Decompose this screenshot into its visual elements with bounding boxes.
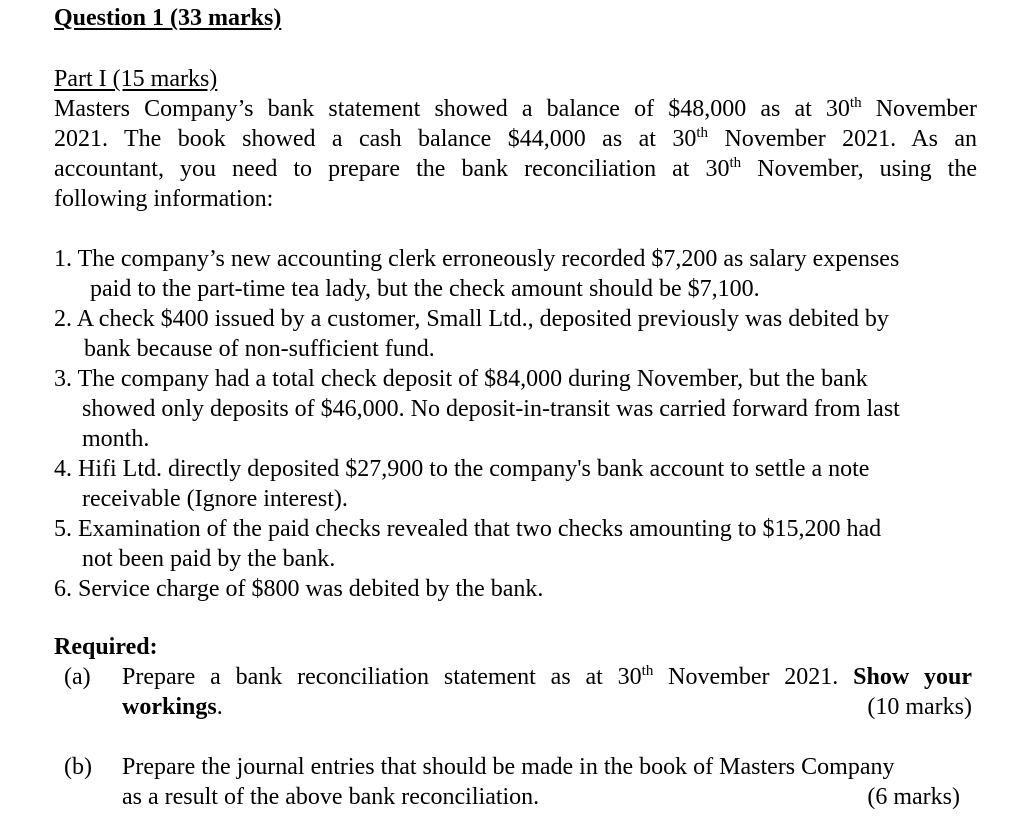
item-text: Prepare the journal entries that should be made in the book of Masters Company as a result of the above bank reconciliation. (122, 754, 895, 810)
intro-line: following information: (54, 186, 274, 212)
marks-label: (6 marks) (867, 784, 960, 810)
item-letter: (a) (64, 664, 91, 690)
list-item: 5. Examination of the paid checks revealed that two checks amounting to $15,200 had not been paid by the bank. (54, 516, 882, 572)
list-item: 6. Service charge of $800 was debited by the bank. (54, 576, 544, 602)
intro-line: 2021. The book showed a cash balance $44,000 as at 30th November 2021. As an (54, 125, 978, 152)
information-list (54, 244, 977, 604)
list-item: 2. A check $400 issued by a customer, Small Ltd., deposited previously was debited by bank because of non-sufficient fund. (54, 306, 889, 362)
list-item: 3. The company had a total check deposit of $84,000 during November, but the bank showed only deposits of $46,000. No deposit-in-transit was carried forward from last month. (54, 366, 900, 452)
part-title: Part I (15 marks) (54, 66, 218, 92)
question-heading: Question 1 (33 marks) (54, 5, 282, 31)
marks-label: (10 marks) (867, 694, 972, 720)
intro-line: accountant, you need to prepare the bank reconciliation at 30th November, using the (54, 155, 977, 182)
intro-paragraph (54, 94, 977, 214)
item-text: Prepare a bank reconciliation statement as at 30th November 2021. Show your workings. (122, 663, 973, 720)
required-label: Required: (54, 634, 158, 660)
list-item: 1. The company’s new accounting clerk erroneously recorded $7,200 as salary expenses paid to the part-time tea lady, but the check amount should be $7,100. (54, 246, 900, 302)
intro-line: Masters Company’s bank statement showed a balance of $48,000 as at 30th November (54, 95, 978, 122)
list-item: 4. Hifi Ltd. directly deposited $27,900 to the company's bank account to settle a note receivable (Ignore interest). (54, 456, 870, 512)
item-letter: (b) (64, 754, 92, 780)
